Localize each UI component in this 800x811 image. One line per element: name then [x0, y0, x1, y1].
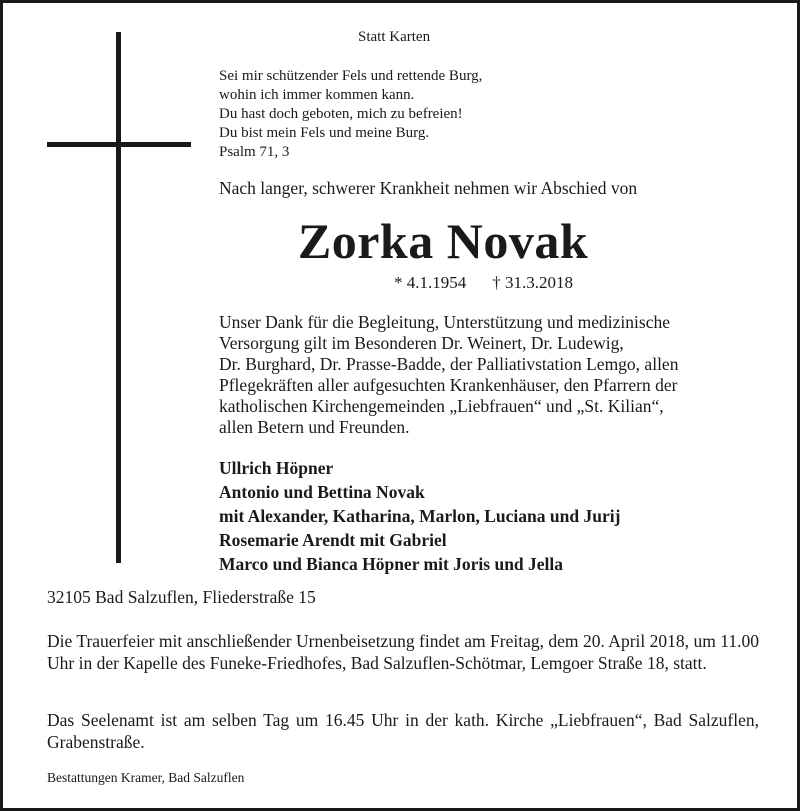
thanks-line: Unser Dank für die Begleitung, Unterstützung und medizinische: [219, 312, 671, 332]
psalm-line: wohin ich immer kommen kann.: [219, 87, 415, 103]
intro-text: Nach langer, schwerer Krankheit nehmen wir Abschied von: [219, 178, 638, 198]
psalm-line: Du bist mein Fels und meine Burg.: [219, 125, 430, 141]
death-date: † 31.3.2018: [492, 273, 573, 292]
psalm-line: Sei mir schützender Fels und rettende Burg,: [219, 68, 483, 84]
family-address: 32105 Bad Salzuflen, Fliederstraße 15: [47, 587, 316, 607]
notice-header: Statt Karten: [358, 29, 431, 45]
mourners-list: [219, 456, 620, 576]
cross-icon-horizontal-bar: [47, 142, 191, 147]
mourner-line: Antonio und Bettina Novak: [219, 482, 425, 502]
mourner-line: Rosemarie Arendt mit Gabriel: [219, 530, 447, 550]
birth-date: * 4.1.1954: [394, 273, 467, 292]
thanks-line: allen Betern und Freunden.: [219, 417, 410, 437]
mourner-line: Ullrich Höpner: [219, 458, 334, 478]
thanks-line: Dr. Burghard, Dr. Prasse-Badde, der Palliativstation Lemgo, allen: [219, 354, 679, 374]
mourner-line: mit Alexander, Katharina, Marlon, Luciana und Jurij: [219, 506, 621, 526]
thanks-line: Versorgung gilt im Besonderen Dr. Weinert, Dr. Ludewig,: [219, 333, 624, 353]
deceased-name: Zorka Novak: [297, 213, 589, 269]
thanks-line: katholischen Kirchengemeinden „Liebfrauen“ und „St. Kilian“,: [219, 396, 664, 416]
psalm-reference: Psalm 71, 3: [219, 144, 290, 160]
thanks-paragraph: [219, 312, 678, 438]
mourner-line: Marco und Bianca Höpner mit Joris und Jella: [219, 554, 564, 574]
life-dates: [394, 273, 573, 293]
funeral-notice: Die Trauerfeier mit anschließender Urnenbeisetzung findet am Freitag, dem 20. April 2018, um 11.00 Uhr in der Kapelle des Funeke-Friedhofes, Bad Salzuflen-Schötmar, Lemgoer Straße 18, statt.: [47, 631, 759, 673]
thanks-line: Pflegekräften aller aufgesuchten Krankenhäuser, den Pfarrern der: [219, 375, 678, 395]
undertaker-credit: Bestattungen Kramer, Bad Salzuflen: [47, 770, 245, 785]
cross-icon-vertical-bar: [116, 32, 121, 563]
requiem-notice: Das Seelenamt ist am selben Tag um 16.45 Uhr in der kath. Kirche „Liebfrauen“, Bad Salzuflen, Grabenstraße.: [47, 710, 759, 752]
psalm-line: Du hast doch geboten, mich zu befreien!: [219, 106, 463, 122]
psalm-quote: [219, 67, 482, 162]
